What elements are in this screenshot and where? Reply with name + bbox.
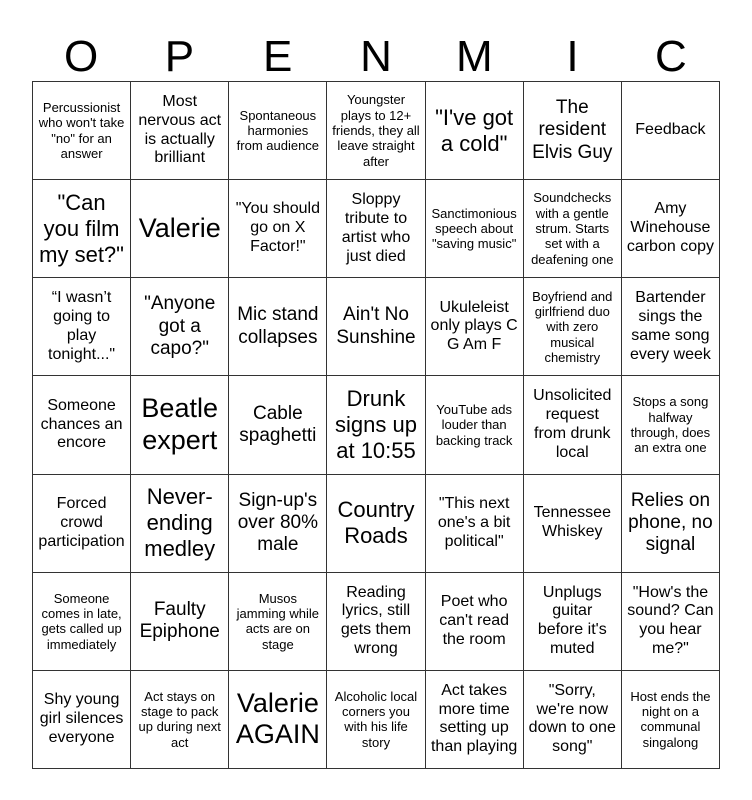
bingo-cell[interactable]: "Can you film my set?" [33,180,131,278]
bingo-cell[interactable]: Valerie [131,180,229,278]
bingo-cell[interactable]: Boyfriend and girlfriend duo with zero musical chemistry [524,278,622,376]
bingo-cell[interactable]: Sloppy tribute to artist who just died [327,180,425,278]
bingo-cell[interactable]: "Sorry, we're now down to one song" [524,671,622,769]
bingo-cell[interactable]: Someone chances an encore [33,376,131,474]
bingo-cell[interactable]: Never-ending medley [131,475,229,573]
bingo-cell[interactable]: Spontaneous harmonies from audience [229,82,327,180]
bingo-cell[interactable]: "Anyone got a capo?" [131,278,229,376]
bingo-cell[interactable]: Sign-up's over 80% male [229,475,327,573]
bingo-cell[interactable]: Feedback [622,82,720,180]
bingo-cell[interactable]: Reading lyrics, still gets them wrong [327,573,425,671]
bingo-cell[interactable]: "This next one's a bit political" [426,475,524,573]
title-letter: O [64,32,99,81]
bingo-cell[interactable]: Forced crowd participation [33,475,131,573]
bingo-cell[interactable]: Act stays on stage to pack up during next act [131,671,229,769]
bingo-cell[interactable]: Bartender sings the same song every week [622,278,720,376]
bingo-cell[interactable]: Most nervous act is actually brilliant [131,82,229,180]
bingo-cell[interactable]: Alcoholic local corners you with his life story [327,671,425,769]
bingo-cell[interactable]: Sanctimonious speech about "saving music" [426,180,524,278]
bingo-cell[interactable]: Drunk signs up at 10:55 [327,376,425,474]
bingo-cell[interactable]: The resident Elvis Guy [524,82,622,180]
title-letter: I [566,32,579,81]
bingo-cell[interactable]: Ukuleleist only plays C G Am F [426,278,524,376]
bingo-cell[interactable]: Beatle expert [131,376,229,474]
bingo-cell[interactable]: Ain't No Sunshine [327,278,425,376]
bingo-cell[interactable]: YouTube ads louder than backing track [426,376,524,474]
bingo-cell[interactable]: Someone comes in late, gets called up immediately [33,573,131,671]
bingo-cell[interactable]: "How's the sound? Can you hear me?" [622,573,720,671]
title-letter: M [455,32,493,81]
bingo-title [32,34,720,80]
title-letter: P [164,32,195,81]
bingo-cell[interactable]: Poet who can't read the room [426,573,524,671]
bingo-cell[interactable]: “I wasn’t going to play tonight..." [33,278,131,376]
bingo-cell[interactable]: Unplugs guitar before it's muted [524,573,622,671]
bingo-cell[interactable]: Act takes more time setting up than playing [426,671,524,769]
bingo-cell[interactable]: Shy young girl silences everyone [33,671,131,769]
bingo-cell[interactable]: Cable spaghetti [229,376,327,474]
bingo-cell[interactable]: Musos jamming while acts are on stage [229,573,327,671]
bingo-cell[interactable]: Unsolicited request from drunk local [524,376,622,474]
title-letter: N [360,32,392,81]
bingo-cell[interactable]: "I've got a cold" [426,82,524,180]
bingo-cell[interactable]: Soundchecks with a gentle strum. Starts set with a deafening one [524,180,622,278]
bingo-grid [32,81,720,769]
bingo-cell[interactable]: Relies on phone, no signal [622,475,720,573]
bingo-cell[interactable]: "You should go on X Factor!" [229,180,327,278]
title-letter: E [263,32,293,81]
bingo-cell[interactable]: Faulty Epiphone [131,573,229,671]
bingo-cell[interactable]: Stops a song halfway through, does an extra one [622,376,720,474]
title-letter: C [654,32,687,81]
bingo-cell[interactable]: Youngster plays to 12+ friends, they all leave straight after [327,82,425,180]
bingo-cell[interactable]: Percussionist who won't take "no" for an answer [33,82,131,180]
bingo-cell[interactable]: Host ends the night on a communal singalong [622,671,720,769]
bingo-cell[interactable]: Tennessee Whiskey [524,475,622,573]
bingo-cell[interactable]: Amy Winehouse carbon copy [622,180,720,278]
bingo-cell[interactable]: Valerie AGAIN [229,671,327,769]
bingo-cell[interactable]: Mic stand collapses [229,278,327,376]
bingo-cell[interactable]: Country Roads [327,475,425,573]
